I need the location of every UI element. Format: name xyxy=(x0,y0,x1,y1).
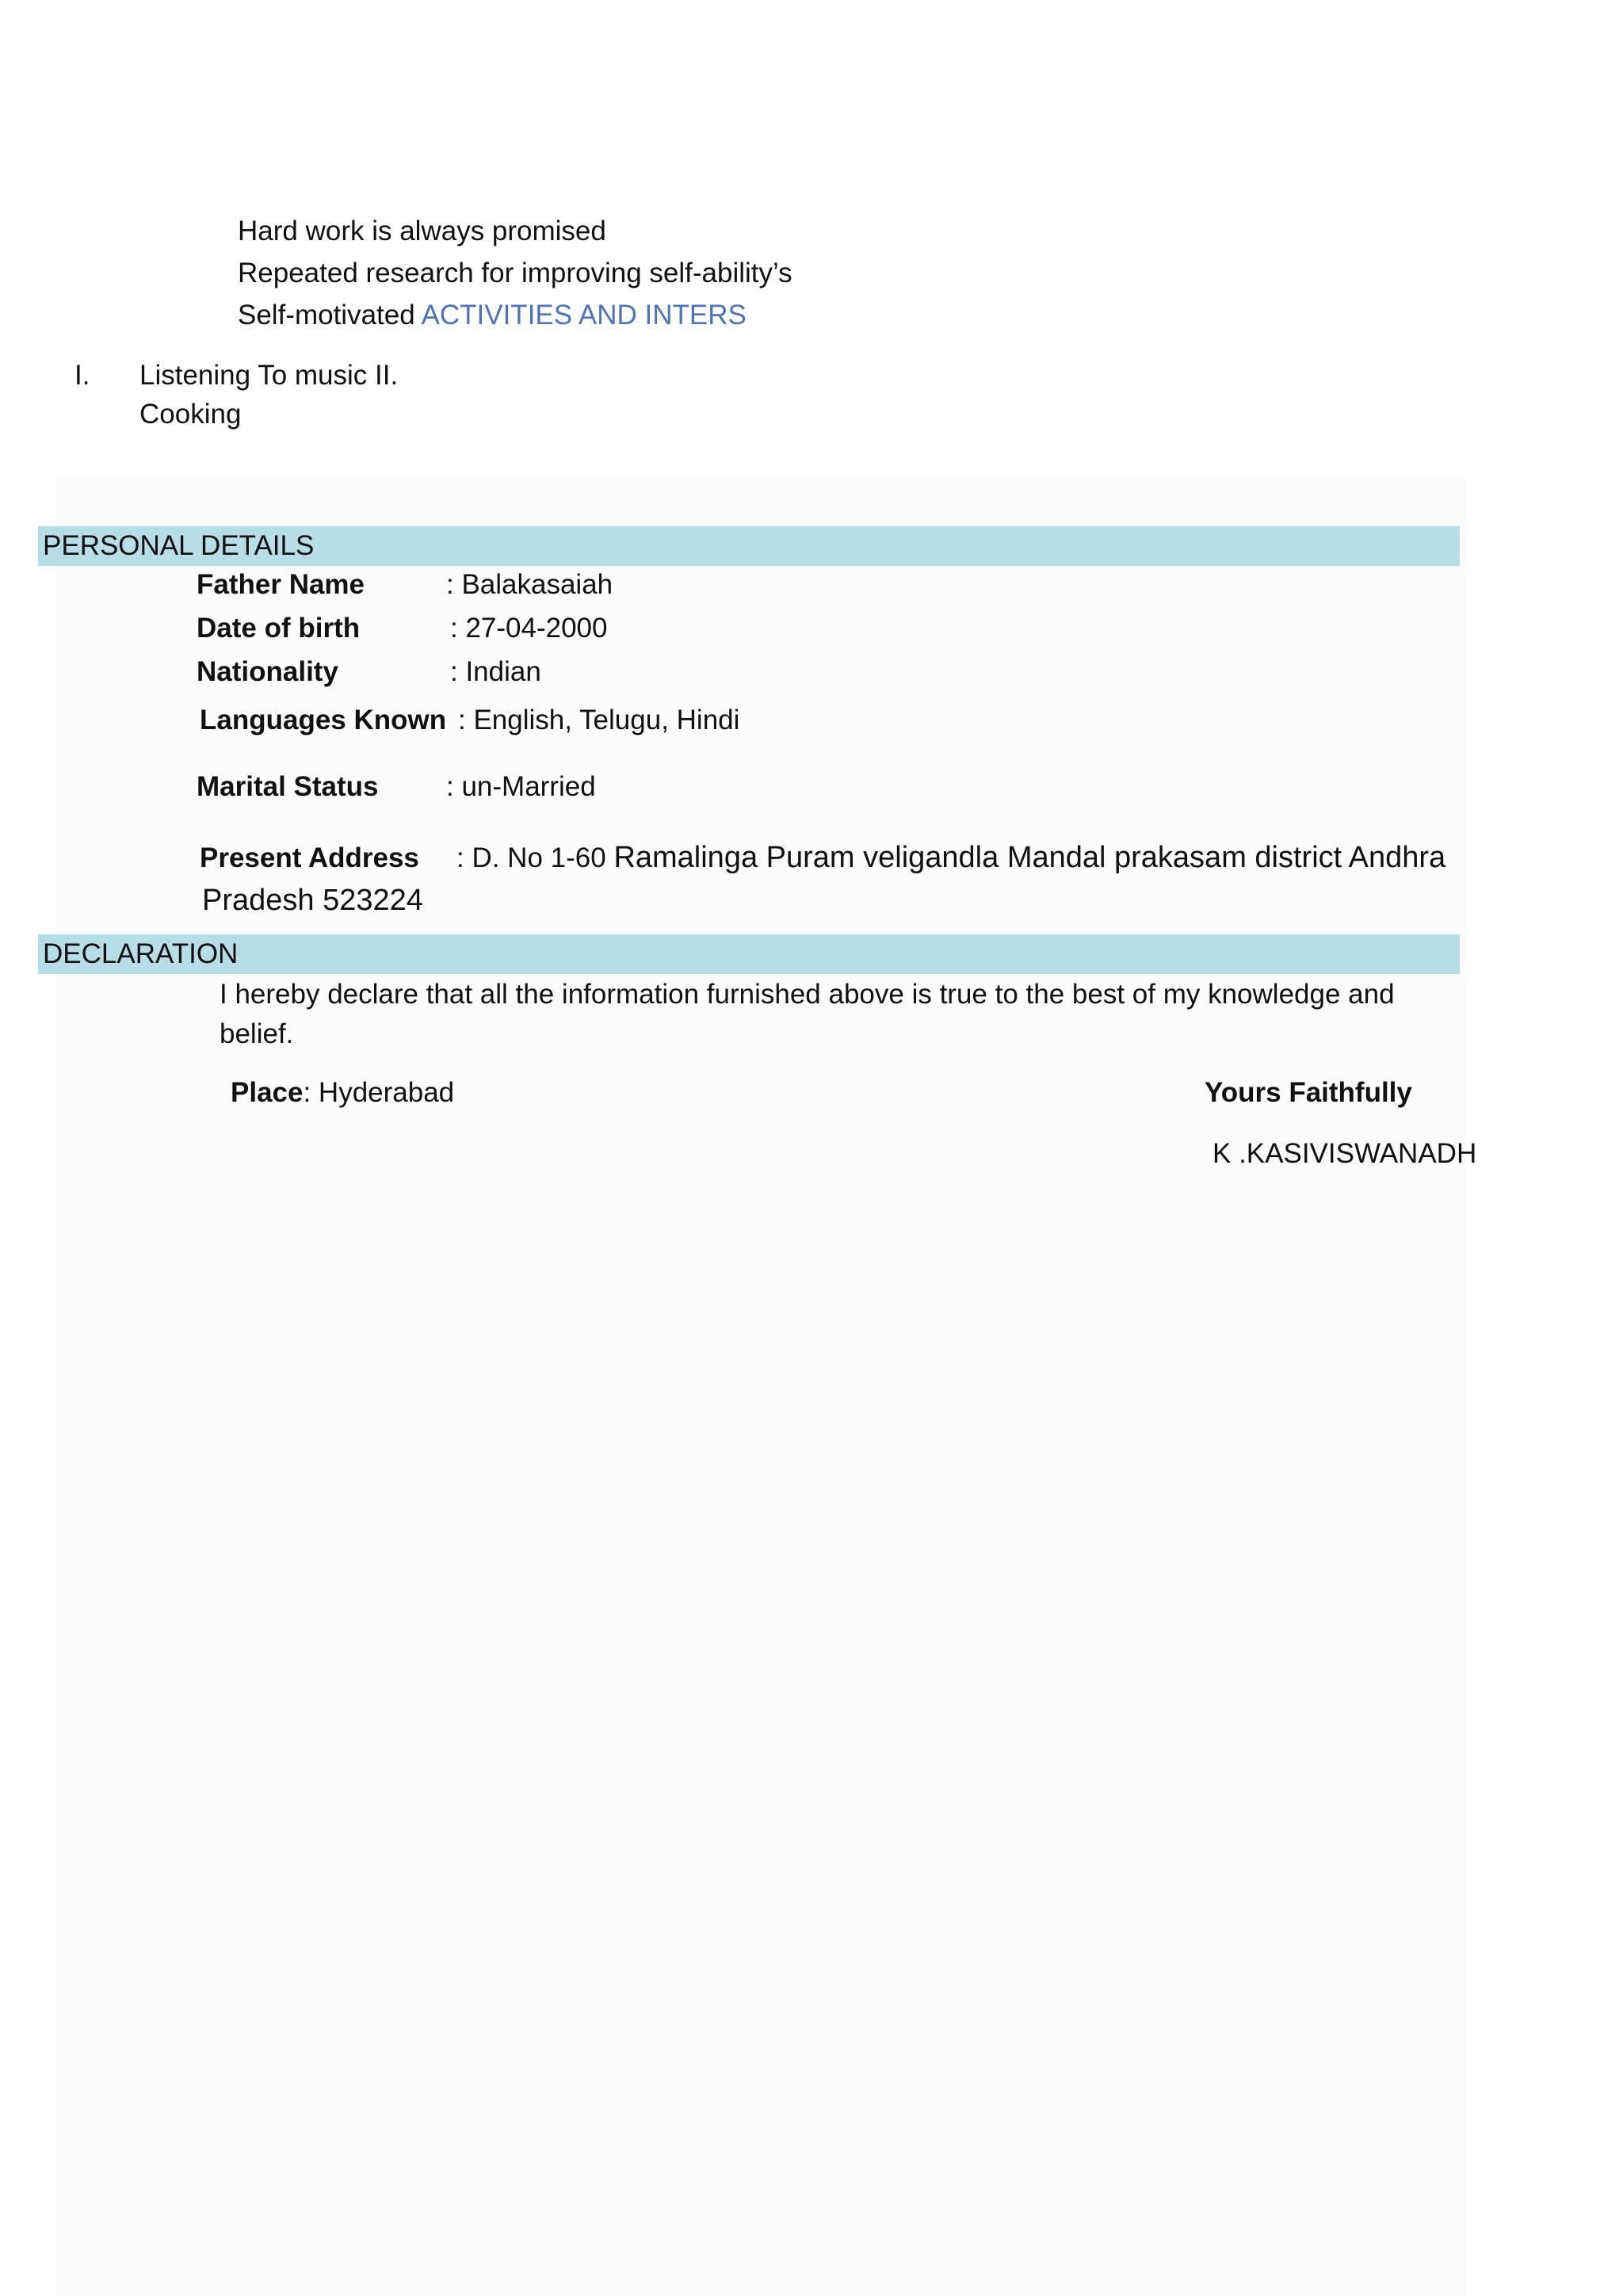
father-name-label: Father Name xyxy=(197,569,365,600)
strength-line-3-text: Self-motivated xyxy=(238,300,415,330)
dob-value: : 27-04-2000 xyxy=(450,613,608,644)
languages-label: Languages Known xyxy=(200,705,447,735)
page-shade xyxy=(55,476,1466,2296)
yours-faithfully: Yours Faithfully xyxy=(1205,1077,1412,1108)
hobby-numeral-1: I. xyxy=(74,360,90,391)
hobby-item-1: Listening To music II. xyxy=(139,360,399,391)
strength-line-1: Hard work is always promised xyxy=(238,216,606,246)
hobby-item-2: Cooking xyxy=(139,399,242,430)
nationality-label: Nationality xyxy=(197,656,338,687)
marital-status-value: : un-Married xyxy=(446,771,596,802)
father-name-value: : Balakasaiah xyxy=(446,569,613,600)
address-label: Present Address xyxy=(200,842,419,873)
strength-line-3 xyxy=(238,298,747,333)
marital-status-label: Marital Status xyxy=(197,771,379,802)
nationality-value: : Indian xyxy=(450,656,541,687)
place-label: Place xyxy=(231,1077,304,1108)
address-value-rest: Ramalinga Puram veligandla Mandal prakasam district Andhra xyxy=(613,841,1446,874)
personal-details-heading: PERSONAL DETAILS xyxy=(38,526,1460,566)
dob-label: Date of birth xyxy=(197,613,361,644)
address-line-2: Pradesh 523224 xyxy=(202,884,423,917)
signatory-name: K .KASIVISWANADH xyxy=(1212,1138,1477,1169)
declaration-heading: DECLARATION xyxy=(38,934,1460,974)
place-line xyxy=(231,1075,454,1110)
languages-value: : English, Telugu, Hindi xyxy=(458,705,740,735)
declaration-text: I hereby declare that all the information furnished above is true to the best of my knowledge and belief. xyxy=(220,979,1395,1049)
strength-line-2: Repeated research for improving self-ability’s xyxy=(238,258,792,288)
address-value xyxy=(456,840,1445,876)
address-value-prefix: : D. No 1-60 xyxy=(456,842,606,873)
place-value: : Hyderabad xyxy=(303,1077,455,1108)
activities-heading: ACTIVITIES AND INTERS xyxy=(421,300,747,330)
